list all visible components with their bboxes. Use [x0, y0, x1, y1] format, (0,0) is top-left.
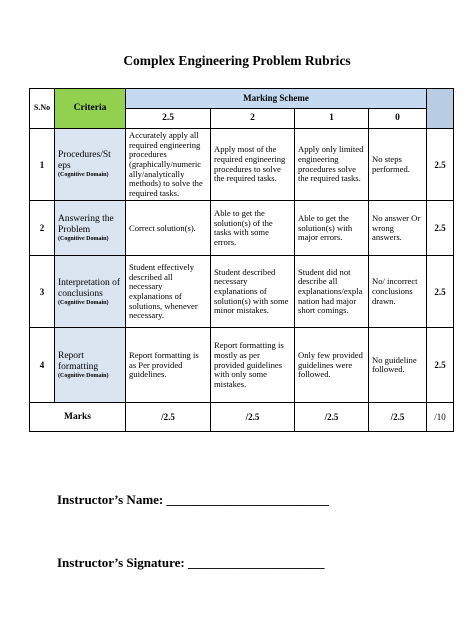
rubric-row: [30, 256, 454, 328]
rubric-row: [30, 201, 454, 256]
score-header-2: 2: [211, 109, 295, 129]
sno-header: S.No: [30, 89, 55, 129]
criteria-header: Criteria: [55, 89, 126, 129]
domain-label: (Cognitive Domain): [58, 373, 109, 379]
level-1-description: Apply only limited engineering procedures solve the required tasks.: [295, 129, 369, 201]
domain-label: (Cognitive Domain): [58, 236, 109, 242]
instructor-signature-field: Instructor’s Signature: _____________________: [57, 555, 325, 570]
domain-label: (Cognitive Domain): [58, 172, 109, 179]
criteria-cell: [55, 201, 126, 256]
level-1-description: Only few provided guidelines were followed.: [295, 328, 369, 403]
row-total: 2.5: [427, 129, 454, 201]
rubric-table: [29, 88, 454, 432]
criteria-label: Interpretation of conclusions: [58, 277, 120, 299]
score-header-2-5: 2.5: [126, 109, 211, 129]
page-title: Complex Engineering Problem Rubrics: [123, 53, 351, 68]
level-1-description: Student did not describe all explanations/expla nation had major short comings.: [295, 256, 369, 328]
level-0-description: No/ incorrect conclusions drawn.: [369, 256, 427, 328]
criteria-cell: [55, 328, 126, 403]
criteria-label: Procedures/St eps: [58, 150, 111, 172]
score-header-0: 0: [369, 109, 427, 129]
criteria-cell: [55, 129, 126, 201]
marks-label: Marks: [30, 403, 126, 432]
level-0-description: No answer Or wrong answers.: [369, 201, 427, 256]
criteria-label: Report formatting: [58, 351, 99, 373]
domain-label: (Cognitive Domain): [58, 299, 109, 306]
header-row: [30, 89, 454, 109]
level-2-description: Report formatting is mostly as per provided guidelines with only some mistakes.: [211, 328, 295, 403]
marks-value: /2.5: [369, 403, 427, 432]
marks-value: /2.5: [126, 403, 211, 432]
level-2-description: Student described necessary explanations of solution(s) with some minor mistakes.: [211, 256, 295, 328]
level-1-description: Able to get the solution(s) with major errors.: [295, 201, 369, 256]
level-0-description: No steps performed.: [369, 129, 427, 201]
marks-value: /2.5: [211, 403, 295, 432]
level-2-5-description: Accurately apply all required engineering procedures (graphically/numeric ally/analytically methods) to solve the required tasks.: [126, 129, 211, 201]
row-number: 4: [30, 328, 55, 403]
row-total: 2.5: [427, 256, 454, 328]
marks-row: [30, 403, 454, 432]
marks-value: /2.5: [295, 403, 369, 432]
row-total: 2.5: [427, 201, 454, 256]
row-total: 2.5: [427, 328, 454, 403]
criteria-cell: [55, 256, 126, 328]
marking-scheme-header: Marking Scheme: [126, 89, 427, 109]
level-2-5-description: Report formatting is as Per provided guidelines.: [126, 328, 211, 403]
row-number: 3: [30, 256, 55, 328]
rubric-row: [30, 328, 454, 403]
row-number: 1: [30, 129, 55, 201]
criteria-label: Answering the Problem: [58, 214, 114, 236]
level-2-5-description: Correct solution(s).: [126, 201, 211, 256]
instructor-name-field: Instructor’s Name: _________________________: [57, 492, 330, 507]
level-2-description: Able to get the solution(s) of the tasks with some errors.: [211, 201, 295, 256]
level-2-5-description: Student effectively described all necessary explanations of solutions, whenever necessary.: [126, 256, 211, 328]
score-header-1: 1: [295, 109, 369, 129]
level-0-description: No guideline followed.: [369, 328, 427, 403]
total-header: [427, 89, 454, 129]
level-2-description: Apply most of the required engineering procedures to solve the required tasks.: [211, 129, 295, 201]
marks-total: /10: [427, 403, 454, 432]
rubric-row: [30, 129, 454, 201]
row-number: 2: [30, 201, 55, 256]
